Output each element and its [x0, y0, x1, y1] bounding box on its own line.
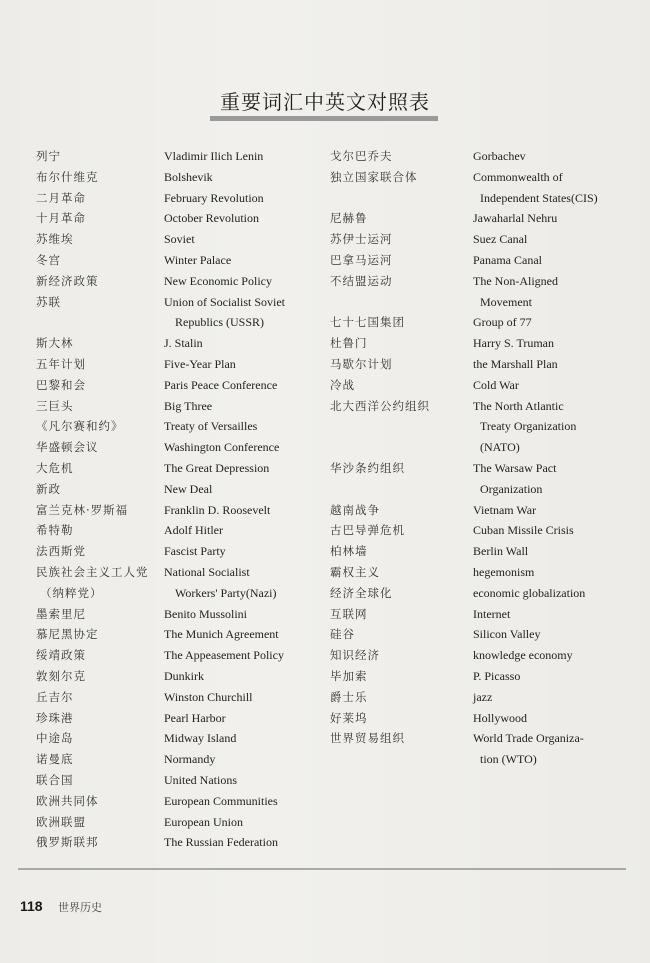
term-english: Paris Peace Conference	[164, 377, 278, 392]
term-chinese: 经济全球化	[330, 585, 393, 600]
term-english: Gorbachev	[473, 149, 526, 163]
term-chinese: 马歇尔计划	[330, 357, 393, 371]
term-chinese: 古巴导弹危机	[330, 523, 405, 538]
term-english-continued: Workers' Party(Nazi)	[175, 585, 277, 600]
term-english: Franklin D. Roosevelt	[164, 502, 271, 517]
term-english: Harry S. Truman	[473, 336, 555, 351]
term-english: Union of Socialist Soviet	[164, 294, 285, 309]
title-underline	[210, 116, 438, 121]
term-english: Washington Conference	[164, 440, 280, 455]
term-english: Treaty of Versailles	[164, 419, 258, 434]
term-chinese: 新政	[36, 481, 61, 496]
term-chinese: 独立国家联合体	[330, 169, 418, 184]
term-chinese: 珍珠港	[36, 710, 74, 725]
page-title: 重要词汇中英文对照表	[220, 90, 430, 114]
term-english: New Economic Policy	[164, 273, 272, 288]
term-chinese: 法西斯党	[36, 544, 86, 559]
term-english: P. Picasso	[473, 669, 521, 683]
term-chinese: 霸权主义	[330, 565, 380, 579]
term-english: Jawaharlal Nehru	[473, 211, 558, 226]
term-english: jazz	[473, 689, 493, 704]
term-english: Winter Palace	[164, 253, 232, 267]
term-english: Normandy	[164, 752, 216, 767]
term-chinese: 丘吉尔	[36, 689, 74, 704]
term-english: February Revolution	[164, 190, 264, 205]
term-english: Five-Year Plan	[164, 357, 236, 371]
term-english: hegemonism	[473, 565, 535, 579]
term-english: Panama Canal	[473, 253, 542, 267]
term-chinese: 互联网	[330, 606, 368, 621]
term-chinese: 北大西洋公约组织	[330, 398, 430, 413]
term-english: Internet	[473, 606, 511, 621]
term-english: J. Stalin	[164, 336, 203, 351]
term-chinese: 戈尔巴乔夫	[330, 149, 393, 163]
term-chinese: 新经济政策	[36, 273, 99, 288]
term-english: The Non-Aligned	[473, 273, 558, 288]
term-chinese: 华盛顿会议	[36, 440, 99, 455]
term-chinese: 中途岛	[36, 731, 74, 746]
term-english: Dunkirk	[164, 669, 204, 683]
term-chinese-continued: （纳粹党）	[40, 585, 103, 600]
page-number: 118	[20, 898, 43, 914]
term-english: Adolf Hitler	[164, 523, 223, 538]
term-chinese: 俄罗斯联邦	[36, 835, 99, 850]
term-chinese: 绥靖政策	[36, 648, 86, 663]
term-english: economic globalization	[473, 585, 586, 600]
term-chinese: 《凡尔赛和约》	[36, 419, 124, 434]
term-english: Berlin Wall	[473, 544, 529, 559]
term-english: Silicon Valley	[473, 627, 541, 642]
term-english-continued: Republics (USSR)	[175, 315, 265, 330]
term-chinese: 墨索里尼	[36, 606, 86, 621]
term-chinese: 硅谷	[330, 627, 355, 642]
term-chinese: 冬宫	[36, 253, 61, 267]
term-chinese: 富兰克林·罗斯福	[36, 502, 129, 517]
term-english: Suez Canal	[473, 232, 528, 247]
term-chinese: 巴黎和会	[36, 377, 86, 392]
term-chinese: 斯大林	[36, 336, 74, 351]
term-english: Bolshevik	[164, 169, 213, 184]
term-chinese: 华沙条约组织	[330, 461, 405, 475]
term-chinese: 敦刻尔克	[36, 669, 86, 683]
term-english: National Socialist	[164, 565, 250, 579]
term-chinese: 毕加索	[330, 669, 368, 683]
term-chinese: 联合国	[36, 773, 74, 787]
term-english: Cold War	[473, 377, 519, 392]
term-english-continued: Organization	[480, 481, 543, 496]
term-chinese: 杜鲁门	[330, 336, 368, 351]
term-english-continued: Treaty Organization	[480, 419, 577, 434]
term-english-continued: (NATO)	[480, 440, 520, 455]
term-chinese: 慕尼黑协定	[36, 627, 99, 642]
term-chinese: 冷战	[330, 377, 355, 392]
term-english: The Great Depression	[164, 461, 270, 475]
term-english: The Appeasement Policy	[164, 648, 284, 663]
term-english: Vietnam War	[473, 502, 537, 517]
term-chinese: 诺曼底	[36, 752, 74, 767]
term-chinese: 世界贸易组织	[330, 731, 405, 746]
term-english: United Nations	[164, 773, 237, 787]
term-chinese: 三巨头	[36, 398, 74, 413]
term-english: October Revolution	[164, 211, 259, 226]
term-chinese: 好莱坞	[330, 710, 368, 725]
term-english: Big Three	[164, 398, 213, 413]
term-chinese: 爵士乐	[330, 689, 368, 704]
term-english: Fascist Party	[164, 544, 226, 559]
term-english-continued: Independent States(CIS)	[480, 190, 598, 205]
term-english: the Marshall Plan	[473, 357, 558, 371]
term-english: knowledge economy	[473, 648, 573, 663]
term-english: Cuban Missile Crisis	[473, 523, 574, 538]
term-chinese: 苏伊士运河	[330, 232, 393, 247]
term-chinese: 柏林墙	[330, 544, 368, 559]
term-chinese: 二月革命	[36, 190, 86, 205]
term-chinese: 希特勒	[36, 523, 74, 538]
term-english: Group of 77	[473, 315, 532, 330]
footer-divider	[18, 868, 626, 870]
term-english: Winston Churchill	[164, 689, 253, 704]
term-english: World Trade Organiza-	[473, 731, 584, 746]
term-chinese: 苏维埃	[36, 232, 74, 247]
term-chinese: 欧洲联盟	[36, 814, 86, 829]
term-chinese: 不结盟运动	[330, 273, 393, 288]
book-title: 世界历史	[58, 901, 102, 914]
term-chinese: 欧洲共同体	[36, 793, 99, 808]
term-english: New Deal	[164, 481, 213, 496]
term-chinese: 五年计划	[36, 357, 86, 371]
term-chinese: 越南战争	[330, 502, 380, 517]
term-english-continued: tion (WTO)	[480, 752, 537, 767]
term-english: Pearl Harbor	[164, 710, 226, 725]
term-english: The Russian Federation	[164, 835, 278, 850]
term-english: Midway Island	[164, 731, 237, 746]
term-chinese: 苏联	[36, 294, 61, 309]
term-english: Commonwealth of	[473, 169, 563, 184]
term-english: The North Atlantic	[473, 398, 564, 413]
term-chinese: 列宁	[36, 149, 61, 163]
term-english: Hollywood	[473, 710, 527, 725]
term-english: Vladimir Ilich Lenin	[164, 149, 264, 163]
term-chinese: 十月革命	[36, 211, 86, 226]
term-english-continued: Movement	[480, 294, 532, 309]
term-chinese: 巴拿马运河	[330, 253, 393, 267]
term-chinese: 大危机	[36, 461, 74, 475]
term-chinese: 布尔什维克	[36, 169, 99, 184]
term-english: European Communities	[164, 793, 278, 808]
term-english: The Munich Agreement	[164, 627, 279, 642]
term-english: Soviet	[164, 232, 195, 247]
term-chinese: 知识经济	[330, 648, 380, 663]
term-chinese: 七十七国集团	[330, 315, 405, 330]
term-english: The Warsaw Pact	[473, 461, 557, 475]
term-chinese: 尼赫鲁	[330, 211, 368, 226]
term-chinese: 民族社会主义工人党	[36, 565, 149, 579]
term-english: Benito Mussolini	[164, 606, 248, 621]
term-english: European Union	[164, 814, 243, 829]
